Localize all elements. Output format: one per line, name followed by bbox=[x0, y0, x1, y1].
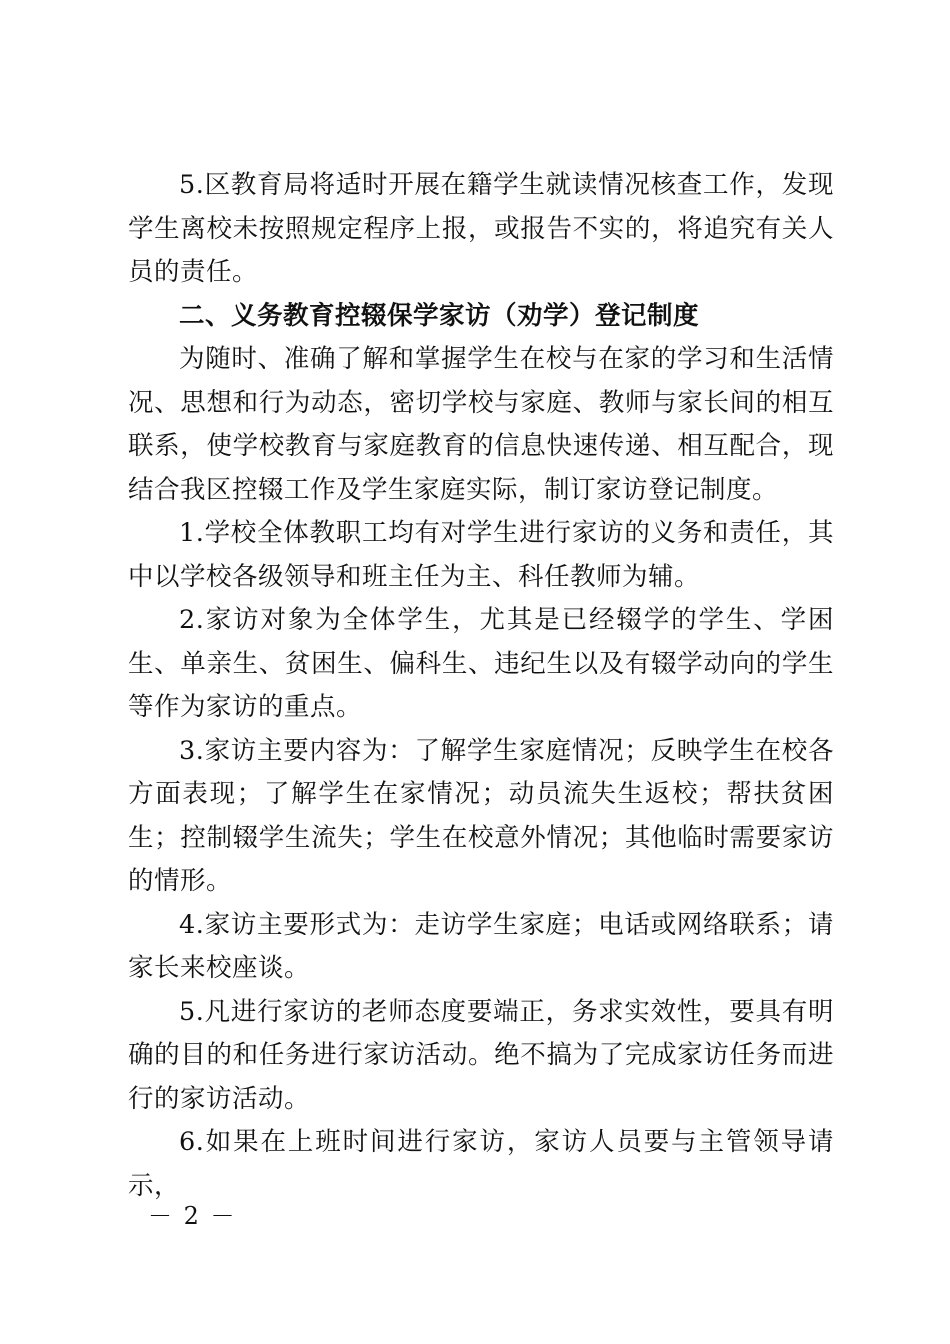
document-body bbox=[128, 164, 834, 1208]
paragraph-item-1: 1.学校全体教职工均有对学生进行家访的义务和责任，其中以学校各级领导和班主任为主、科任教师为辅。 bbox=[128, 518, 834, 592]
paragraph-item-4: 4.家访主要形式为：走访学生家庭；电话或网络联系；请家长来校座谈。 bbox=[128, 909, 834, 983]
paragraph-item-6: 6.如果在上班时间进行家访，家访人员要与主管领导请示， bbox=[128, 1127, 834, 1201]
section-heading-home-visit-system: 二、义务教育控辍保学家访（劝学）登记制度 bbox=[179, 300, 700, 331]
paragraph-item-2: 2.家访对象为全体学生，尤其是已经辍学的学生、学困生、单亲生、贫困生、偏科生、违纪生以及有辍学动向的学生等作为家访的重点。 bbox=[128, 605, 834, 722]
paragraph-item-5: 5.凡进行家访的老师态度要端正，务求实效性，要具有明确的目的和任务进行家访活动。绝不搞为了完成家访任务而进行的家访活动。 bbox=[128, 996, 834, 1114]
paragraph-item-3: 3.家访主要内容为：了解学生家庭情况；反映学生在校各方面表现；了解学生在家情况；动员流失生返校；帮扶贫困生；控制辍学生流失；学生在校意外情况；其他临时需要家访的情形。 bbox=[128, 735, 834, 896]
paragraph-verification-duty: 5.区教育局将适时开展在籍学生就读情况核查工作，发现学生离校未按照规定程序上报，或报告不实的，将追究有关人员的责任。 bbox=[128, 170, 834, 287]
page-number: － 2 － bbox=[148, 1202, 237, 1230]
paragraph-intro: 为随时、准确了解和掌握学生在校与在家的学习和生活情况、思想和行为动态，密切学校与家庭、教师与家长间的相互联系，使学校教育与家庭教育的信息快速传递、相互配合，现结合我区控辍工作及学生家庭实际，制订家访登记制度。 bbox=[128, 344, 834, 505]
